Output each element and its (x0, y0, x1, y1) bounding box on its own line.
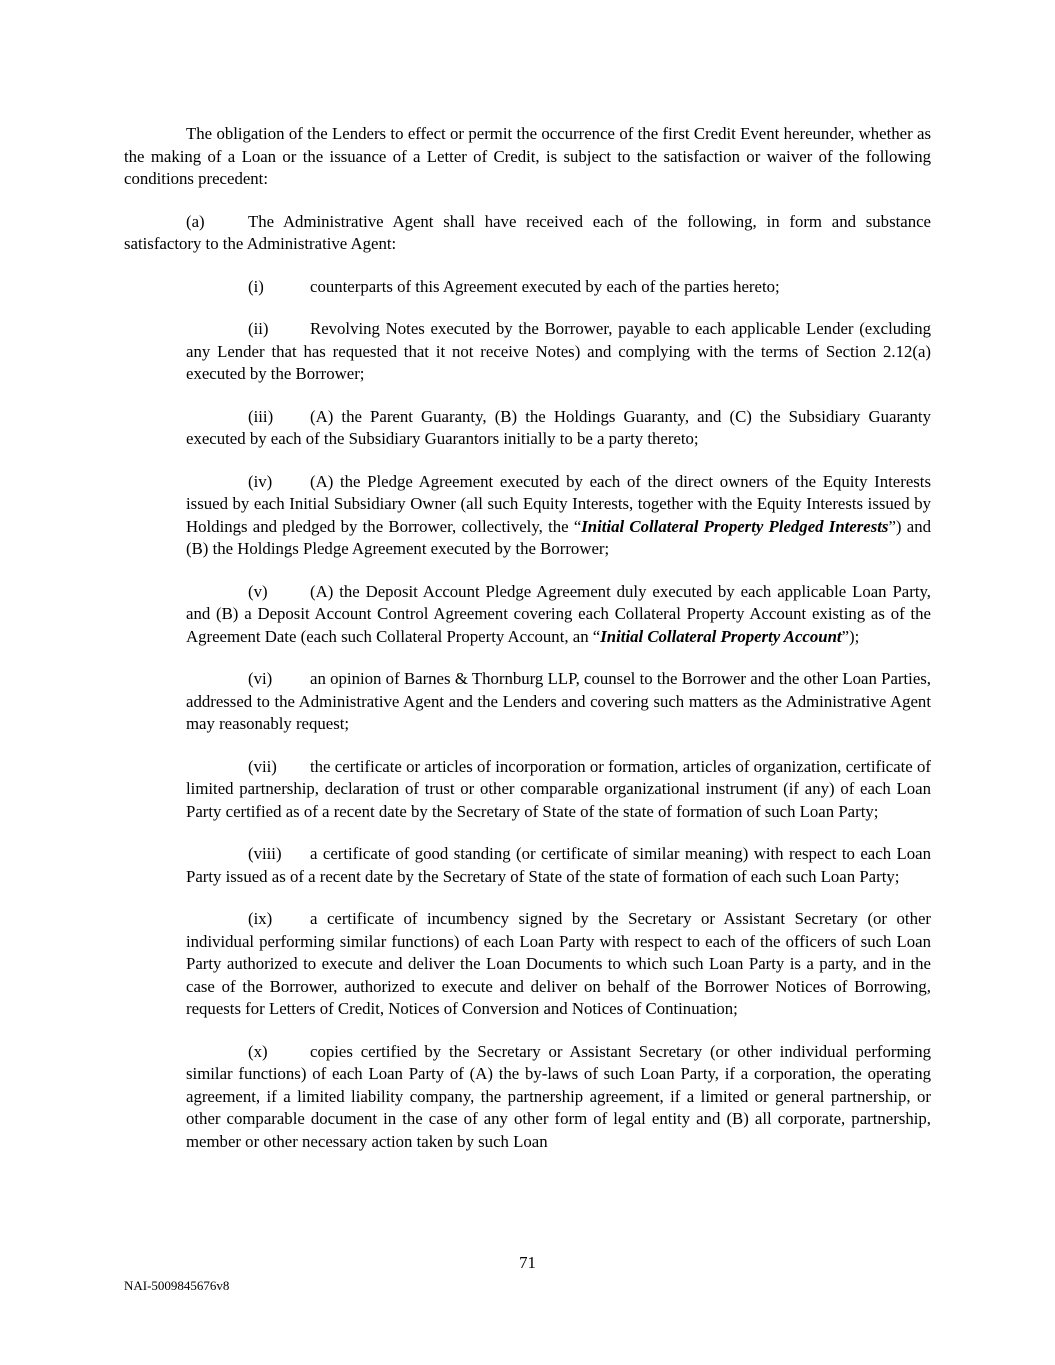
document-body (124, 123, 931, 1173)
paragraph-label: (a) (186, 211, 205, 231)
defined-term: Initial Collateral Property Account (600, 626, 842, 646)
text-run: The Administrative Agent shall have received each of the following, in form and substance satisfactory to the Administrative Agent: (124, 211, 931, 253)
paragraph-label: (iv) (248, 471, 273, 491)
paragraph-iv (186, 471, 931, 561)
paragraph-a (124, 211, 931, 256)
paragraph-label: (viii) (248, 844, 282, 863)
paragraph-label: (ix) (248, 909, 273, 928)
paragraph-viii (186, 843, 931, 888)
text-run: The obligation of the Lenders to effect or permit the occurrence of the first Credit Event hereunder, whether as the making of a Loan or the issuance of a Letter of Credit, is subject to the satisfaction or waiver of the following conditions precedent: (124, 124, 931, 188)
paragraph-ix (186, 908, 931, 1021)
paragraph-iii (186, 406, 931, 451)
text-run: (A) the Pledge Agreement executed by each of the direct owners of the Equity Interests issued by each Initial Subsidiary Owner (all such Equity Interests, together with the Equity Interests issued by Holdings and pledged by the Borrower, collectively, the “ (186, 471, 931, 536)
text-run: copies certified by the Secretary or Assistant Secretary (or other individual performing similar functions) of each Loan Party of (A) the by-laws of such Loan Party, if a corporation, the operating agreement, if a limited liability company, the partnership agreement, if a limited or general partnership, or other comparable document in the case of any other form of legal entity and (B) all corporate, partnership, member or other necessary action taken by such Loan (186, 1041, 931, 1151)
paragraph-vii (186, 756, 931, 824)
paragraph-label: (x) (248, 1041, 268, 1061)
text-run: (A) the Deposit Account Pledge Agreement duly executed by each applicable Loan Party, and (B) a Deposit Account Control Agreement covering each Collateral Property Account existing as of the Agreement Date (each such Collateral Property Account, an “ (186, 581, 931, 646)
text-run: a certificate of good standing (or certificate of similar meaning) with respect to each Loan Party issued as of a recent date by the Secretary of State of the state of formation of each such Loan Party; (186, 844, 931, 886)
text-run: the certificate or articles of incorporation or formation, articles of organization, certificate of limited partnership, declaration of trust or other comparable organizational instrument (if any) of each Loan Party certified as of a recent date by the Secretary of State of the state of formation of such Loan Party; (186, 756, 931, 821)
page-number: 71 (519, 1253, 536, 1272)
paragraph-label: (iii) (248, 406, 274, 426)
doc-id-stamp: NAI-5009845676v8 (124, 1278, 230, 1293)
paragraph-label: (vii) (248, 756, 277, 776)
text-run: counterparts of this Agreement executed by each of the parties hereto; (310, 276, 780, 296)
text-run: a certificate of incumbency signed by the Secretary or Assistant Secretary (or other individual performing similar functions) of each Loan Party with respect to each of the officers of such Loan Party authorized to execute and deliver the Loan Documents to which such Loan Party is a party, and in the case of the Borrower, authorized to execute and deliver on behalf of the Borrower Notices of Borrowing, requests for Letters of Credit, Notices of Conversion and Notices of Continuation; (186, 909, 931, 1018)
paragraph-ii (186, 318, 931, 386)
paragraph-label: (i) (248, 276, 264, 296)
paragraph-x (186, 1041, 931, 1154)
text-run: ”) and (B) the Holdings Pledge Agreement executed by the Borrower; (186, 516, 931, 558)
paragraph-label: (v) (248, 581, 268, 601)
defined-term: Initial Collateral Property Pledged Interests (581, 516, 889, 536)
text-run: an opinion of Barnes & Thornburg LLP, counsel to the Borrower and the other Loan Parties, addressed to the Administrative Agent and the Lenders and covering such matters as the Administrative Agent may reasonably request; (186, 669, 931, 733)
paragraph-vi (186, 668, 931, 736)
text-run: ”); (841, 626, 860, 646)
paragraph-0 (124, 123, 931, 191)
paragraph-v (186, 581, 931, 649)
paragraph-label: (ii) (248, 319, 269, 338)
paragraph-label: (vi) (248, 669, 273, 688)
text-run: Revolving Notes executed by the Borrower, payable to each applicable Lender (excluding any Lender that has requested that it not receive Notes) and complying with the terms of Section 2.12(a) executed by the Borrower; (186, 319, 931, 383)
paragraph-i (186, 276, 931, 299)
text-run: (A) the Parent Guaranty, (B) the Holdings Guaranty, and (C) the Subsidiary Guaranty executed by each of the Subsidiary Guarantors initially to be a party thereto; (186, 406, 931, 448)
